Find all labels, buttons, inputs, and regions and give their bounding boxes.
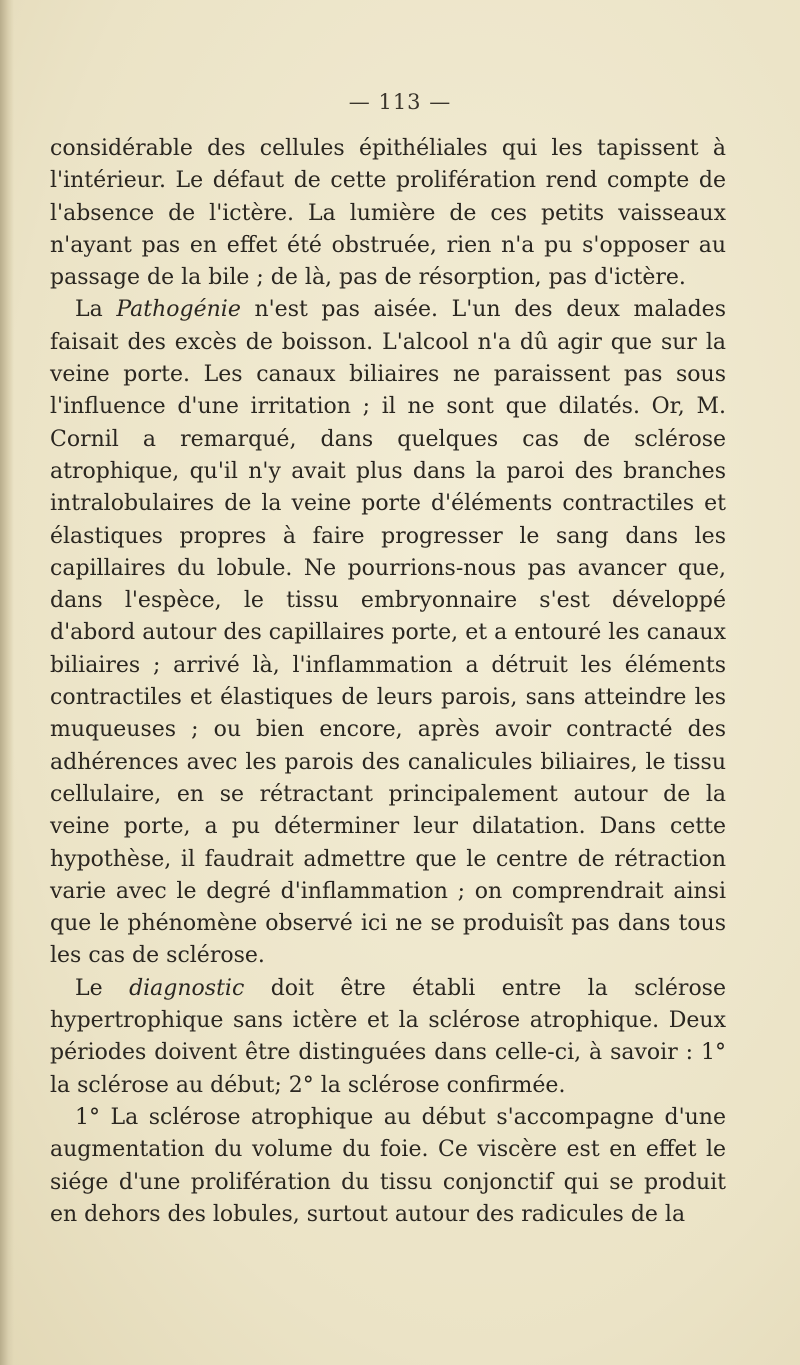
paragraph-continuation: considérable des cellules épithéliales qui les tapissent à l'intérieur. Le défaut de cette prolifération rend compte de l'absence de l'ictère. La lumière de ces petits vaisseaux n'ayant pas en effet été obstruée, rien n'a pu s'opposer au passage de la bile ; de là, pas de résorption, pas d'ictère. [50,136,726,291]
paragraph-lead-word: Le [75,975,103,1001]
paragraph-body-text: doit être établi entre la sclérose hypertrophique sans ictère et la sclérose atrophique. Deux périodes doivent être distinguées dans celle-ci, à savoir : 1° la sclérose au début; 2° la sclérose confirmée. [50,975,726,1098]
section-term-pathogenie: Pathogénie [116,297,241,323]
paragraph-pathogenie [50,294,726,972]
page-binding-edge [0,0,14,1365]
paragraph-lead-word: La [75,297,103,323]
page-number: — 113 — [348,90,452,114]
paragraph-sclerose-debut: 1° La sclérose atrophique au début s'accompagne d'une augmentation du volume du foie. Ce viscère est en effet le siége d'une prolifération du tissu conjonctif qui se produit en dehors des lobules, surtout autour des radicules de la [50,1104,726,1227]
page-body [50,133,726,1231]
paragraph-body-text: n'est pas aisée. L'un des deux malades faisait des excès de boisson. L'alcool n'a dû agir que sur la veine porte. Les canaux biliaires ne paraissent pas sous l'influence d'une irritation ; il ne sont que dilatés. Or, M. Cornil a remarqué, dans quelques cas de sclérose atrophique, qu'il n'y avait plus dans la paroi des branches intralobulaires de la veine porte d'éléments contractiles et élastiques propres à faire progresser le sang dans les capillaires du lobule. Ne pourrions-nous pas avancer que, dans l'espèce, le tissu embryonnaire s'est développé d'abord autour des capillaires porte, et a entouré les canaux biliaires ; arrivé là, l'inflammation a détruit les éléments contractiles et élastiques de leurs parois, sans atteindre les muqueuses ; ou bien encore, après avoir contracté des adhérences avec les parois des canalicules biliaires, le tissu cellulaire, en se rétractant principalement autour de la veine porte, a pu déterminer leur dilatation. Dans cette hypothèse, il faudrait admettre que le centre de rétraction varie avec le degré d'inflammation ; on comprendrait ainsi que le phénomène observé ici ne se produisît pas dans tous les cas de sclérose. [50,297,726,969]
paragraph-diagnostic [50,973,726,1102]
section-term-diagnostic: diagnostic [129,975,245,1001]
